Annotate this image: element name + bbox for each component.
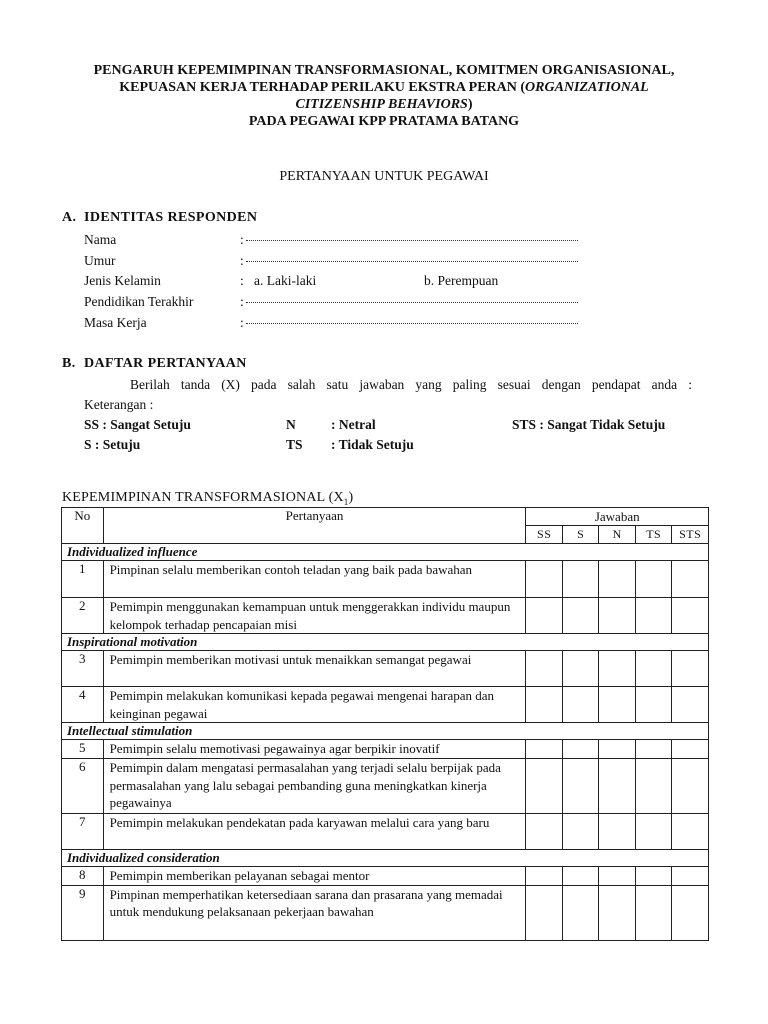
group-row [62, 849, 709, 866]
answer-cell-ss[interactable] [526, 651, 563, 687]
table-row [62, 813, 709, 849]
answer-cell-n[interactable] [599, 561, 636, 598]
table-title-close: ) [348, 490, 354, 505]
answer-cell-ss[interactable] [526, 740, 563, 759]
question-text: Pimpinan selalu memberikan contoh teladan yang baik pada bawahan [103, 561, 526, 598]
answer-cell-ts[interactable] [635, 813, 672, 849]
answer-cell-ss[interactable] [526, 687, 563, 723]
field-umur-colon: : [240, 253, 244, 268]
answer-col-n: N [599, 526, 636, 544]
question-text: Pemimpin dalam mengatasi permasalahan yang terjadi selalu berpijak pada permasalahan yang lalu sebagai pembanding guna meningkatkan kinerja pegawainya [103, 758, 526, 813]
table-row [62, 758, 709, 813]
legend-ts-desc: : Tidak Setuju [331, 437, 414, 452]
answer-cell-s[interactable] [562, 866, 599, 885]
question-number: 3 [62, 651, 104, 687]
col-question-header: Pertanyaan [103, 508, 526, 544]
answer-cell-ts[interactable] [635, 561, 672, 598]
instruction-text: Berilah tanda (X) pada salah satu jawaban yang paling sesuai dengan pendapat anda : [130, 377, 692, 392]
question-text: Pemimpin memberikan pelayanan sebagai mentor [103, 866, 526, 885]
legend-n-desc: : Netral [331, 417, 376, 432]
answer-cell-s[interactable] [562, 740, 599, 759]
title-line-2-prefix: KEPUASAN KERJA TERHADAP PERILAKU EKSTRA PERAN ( [119, 80, 526, 95]
section-b-letter: B. [62, 356, 76, 371]
question-text: Pemimpin melakukan komunikasi kepada pegawai mengenai harapan dan keinginan pegawai [103, 687, 526, 723]
field-jenis-kelamin-colon: : [240, 273, 244, 288]
answer-cell-ts[interactable] [635, 651, 672, 687]
answer-cell-ss[interactable] [526, 598, 563, 634]
field-umur-dotted-line[interactable] [246, 261, 578, 262]
question-table [61, 507, 709, 941]
note-label: Keterangan : [84, 397, 154, 412]
answer-cell-n[interactable] [599, 885, 636, 940]
legend-ts: TS [286, 437, 303, 452]
answer-cell-s[interactable] [562, 687, 599, 723]
table-title [62, 490, 353, 507]
question-number: 9 [62, 885, 104, 940]
answer-cell-ts[interactable] [635, 687, 672, 723]
col-no-header: No [62, 508, 104, 544]
title-line-3-suffix: ) [467, 97, 473, 112]
answer-cell-n[interactable] [599, 687, 636, 723]
answer-cell-sts[interactable] [672, 813, 709, 849]
answer-col-ts: TS [635, 526, 672, 544]
subtitle: PERTANYAAN UNTUK PEGAWAI [279, 169, 489, 184]
section-b-heading [62, 356, 247, 372]
legend-sts: STS : Sangat Tidak Setuju [512, 417, 666, 432]
answer-cell-n[interactable] [599, 740, 636, 759]
legend-n: N [286, 417, 296, 432]
title-line-2-italic: ORGANIZATIONAL [525, 80, 649, 95]
field-nama-dotted-line[interactable] [246, 240, 578, 241]
field-umur[interactable] [84, 253, 604, 273]
section-a-heading [62, 210, 257, 226]
field-nama-label: Nama [84, 232, 117, 247]
answer-col-sts: STS [672, 526, 709, 544]
table-row [62, 740, 709, 759]
answer-cell-s[interactable] [562, 758, 599, 813]
group-label: Individualized consideration [62, 849, 709, 866]
field-umur-label: Umur [84, 253, 116, 268]
field-nama[interactable] [84, 232, 604, 252]
question-number: 4 [62, 687, 104, 723]
field-masa-kerja-label: Masa Kerja [84, 315, 147, 330]
answer-cell-n[interactable] [599, 758, 636, 813]
title-line-3 [40, 96, 728, 114]
title-line-2 [40, 79, 728, 97]
question-text: Pemimpin menggunakan kemampuan untuk menggerakkan individu maupun kelompok terhadap pencapaian misi [103, 598, 526, 634]
answer-cell-sts[interactable] [672, 561, 709, 598]
table-row [62, 651, 709, 687]
answer-cell-n[interactable] [599, 651, 636, 687]
table-title-text: KEPEMIMPINAN TRANSFORMASIONAL (X [62, 490, 344, 505]
answer-cell-sts[interactable] [672, 758, 709, 813]
answer-cell-n[interactable] [599, 866, 636, 885]
question-number: 5 [62, 740, 104, 759]
field-jenis-kelamin-label: Jenis Kelamin [84, 273, 161, 288]
question-text: Pimpinan memperhatikan ketersediaan sarana dan prasarana yang memadai untuk mendukung pelaksanaan pekerjaan bawahan [103, 885, 526, 940]
answer-cell-n[interactable] [599, 813, 636, 849]
answer-cell-sts[interactable] [672, 598, 709, 634]
question-number: 6 [62, 758, 104, 813]
section-a-title: IDENTITAS RESPONDEN [84, 210, 258, 225]
answer-cell-ss[interactable] [526, 758, 563, 813]
field-nama-colon: : [240, 232, 244, 247]
table-title-subscript: 1 [343, 496, 349, 507]
answer-cell-ss[interactable] [526, 885, 563, 940]
question-number: 2 [62, 598, 104, 634]
table-row [62, 598, 709, 634]
answer-cell-s[interactable] [562, 598, 599, 634]
section-b-title: DAFTAR PERTANYAAN [84, 356, 247, 371]
answer-cell-ts[interactable] [635, 885, 672, 940]
question-number: 8 [62, 866, 104, 885]
question-number: 7 [62, 813, 104, 849]
answer-cell-sts[interactable] [672, 740, 709, 759]
legend-ss: SS : Sangat Setuju [84, 417, 191, 432]
answer-col-s: S [562, 526, 599, 544]
answer-cell-ss[interactable] [526, 561, 563, 598]
answer-cell-sts[interactable] [672, 866, 709, 885]
field-pendidikan-label: Pendidikan Terakhir [84, 294, 194, 309]
answer-cell-s[interactable] [562, 561, 599, 598]
table-row [62, 561, 709, 598]
answer-cell-s[interactable] [562, 651, 599, 687]
question-number: 1 [62, 561, 104, 598]
group-row [62, 723, 709, 740]
col-answer-header: Jawaban [526, 508, 709, 526]
answer-cell-ss[interactable] [526, 866, 563, 885]
title-line-1: PENGARUH KEPEMIMPINAN TRANSFORMASIONAL, KOMITMEN ORGANISASIONAL, [93, 63, 675, 78]
table-row [62, 866, 709, 885]
answer-cell-ts[interactable] [635, 866, 672, 885]
option-perempuan[interactable]: b. Perempuan [424, 273, 499, 288]
answer-col-ss: SS [526, 526, 563, 544]
field-pendidikan-dotted-line[interactable] [246, 302, 578, 303]
answer-cell-n[interactable] [599, 598, 636, 634]
field-masa-kerja-dotted-line[interactable] [246, 323, 578, 324]
field-masa-kerja[interactable] [84, 315, 604, 335]
answer-cell-s[interactable] [562, 885, 599, 940]
title-line-3-italic: CITIZENSHIP BEHAVIORS [295, 97, 468, 112]
group-label: Intellectual stimulation [62, 723, 709, 740]
section-a-letter: A. [62, 210, 77, 225]
answer-cell-ts[interactable] [635, 758, 672, 813]
answer-cell-sts[interactable] [672, 687, 709, 723]
question-text: Pemimpin selalu memotivasi pegawainya agar berpikir inovatif [103, 740, 526, 759]
table-row [62, 687, 709, 723]
group-row [62, 544, 709, 561]
field-masa-kerja-colon: : [240, 315, 244, 330]
group-label: Inspirational motivation [62, 634, 709, 651]
answer-cell-ss[interactable] [526, 813, 563, 849]
question-text: Pemimpin melakukan pendekatan pada karyawan melalui cara yang baru [103, 813, 526, 849]
table-row [62, 885, 709, 940]
answer-cell-s[interactable] [562, 813, 599, 849]
field-pendidikan-colon: : [240, 294, 244, 309]
field-pendidikan[interactable] [84, 294, 604, 314]
group-label: Individualized influence [62, 544, 709, 561]
legend-s: S : Setuju [84, 437, 141, 452]
option-laki-laki[interactable]: a. Laki-laki [254, 273, 317, 288]
group-row [62, 634, 709, 651]
answer-cell-sts[interactable] [672, 651, 709, 687]
title-line-4: PADA PEGAWAI KPP PRATAMA BATANG [248, 114, 520, 129]
answer-cell-sts[interactable] [672, 885, 709, 940]
answer-cell-ts[interactable] [635, 598, 672, 634]
answer-cell-ts[interactable] [635, 740, 672, 759]
question-text: Pemimpin memberikan motivasi untuk menaikkan semangat pegawai [103, 651, 526, 687]
field-jenis-kelamin [84, 273, 604, 293]
